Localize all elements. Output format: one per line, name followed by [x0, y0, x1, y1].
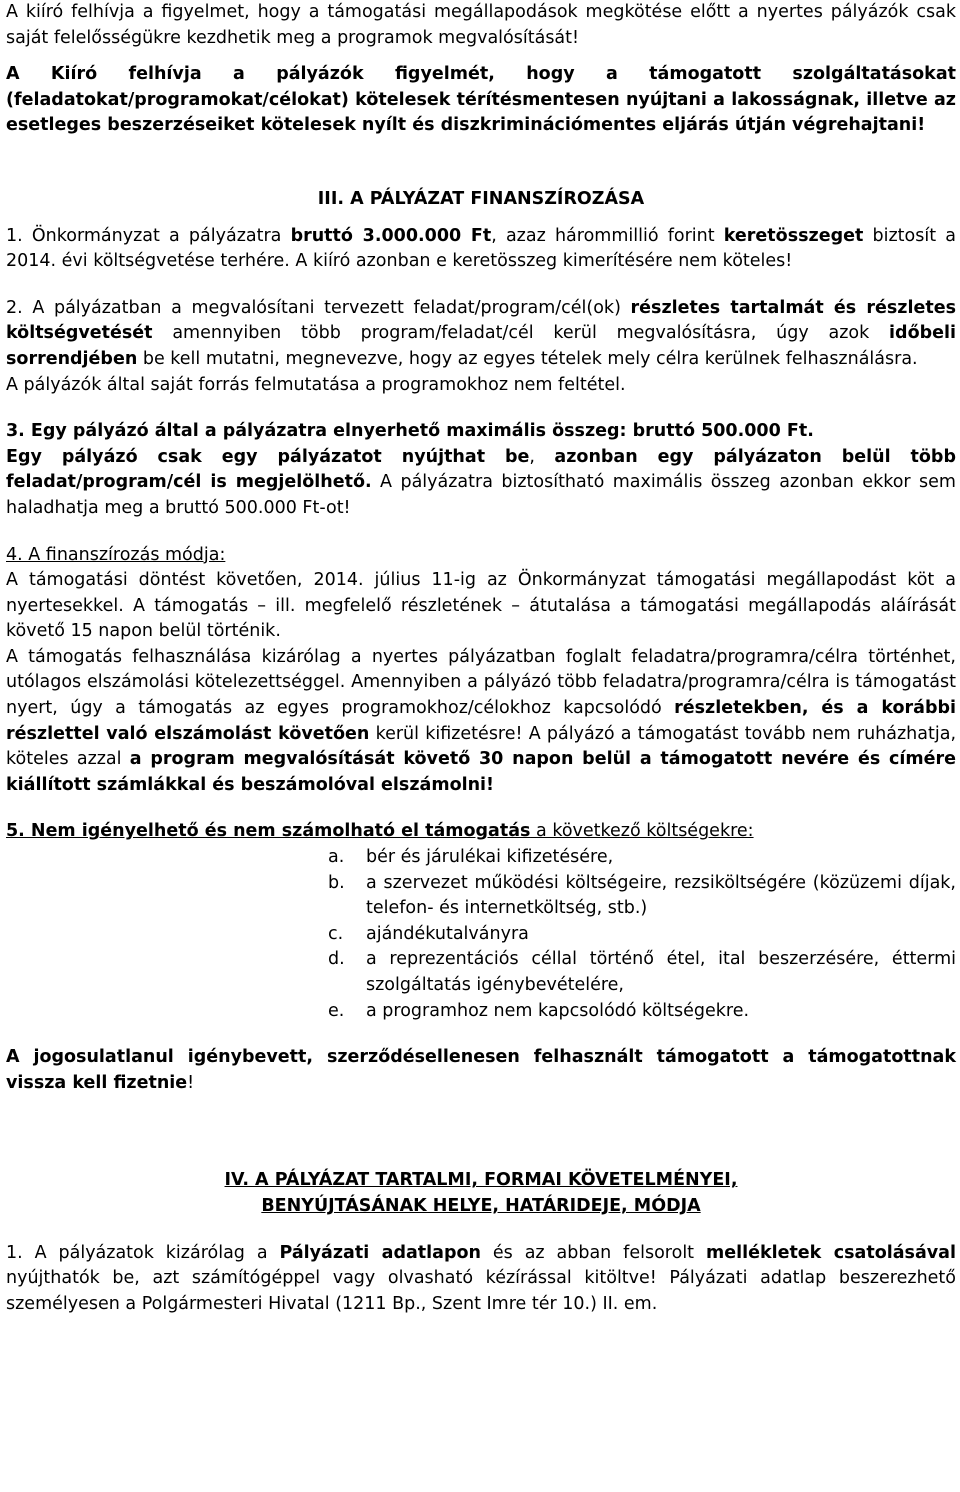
- list-item-text: a szervezet működési költségeire, rezsiköltségére (közüzemi díjak, telefon- és internetköltség, stb.): [366, 872, 956, 919]
- list-marker: d.: [328, 949, 345, 970]
- bold-run: mellékletek csatolásával: [705, 1242, 956, 1263]
- text-run: kerül kifizetésre! A pályázó a támogatást tovább nem ruházhatja, köteles azzal: [6, 723, 957, 770]
- bold-run: keretösszeget: [723, 225, 864, 246]
- text-run: ,: [529, 446, 555, 467]
- text-run: , azaz hárommillió forint: [491, 225, 724, 246]
- text-run: 1. A pályázatok kizárólag a: [6, 1242, 280, 1263]
- list-item: [328, 871, 956, 922]
- financing-method-title: 4. A finanszírozás módja:: [6, 544, 226, 565]
- text-run: nyújthatók be, azt számítógéppel vagy olvasható kézírással kitöltve! Pályázati adatlap beszerezhető személyesen a Polgármesteri Hivatal (1211 Bp., Szent Imre tér 10.) II. em.: [6, 1268, 956, 1314]
- financing-item-3-title: 3. Egy pályázó által a pályázatra elnyerhető maximális összeg: bruttó 500.000 Ft.: [6, 421, 814, 442]
- text-run: 1. Önkormányzat a pályázatra: [6, 225, 291, 246]
- bold-run: bruttó 3.000.000 Ft: [290, 225, 492, 246]
- section-4-title-line-2: BENYÚJTÁSÁNAK HELYE, HATÁRIDEJE, MÓDJA: [261, 1195, 701, 1216]
- list-item: [328, 845, 956, 871]
- financing-item-1: [6, 224, 956, 275]
- financing-item-2: [6, 296, 956, 373]
- list-item-text: bér és járulékai kifizetésére,: [366, 847, 614, 868]
- list-item: [328, 999, 956, 1025]
- list-marker: b.: [328, 872, 345, 893]
- list-item-text: a reprezentációs céllal történő étel, ital beszerzésére, éttermi szolgáltatás igénybevételére,: [366, 949, 956, 995]
- list-item: [328, 922, 956, 948]
- own-resource-note: A pályázók által saját forrás felmutatása a programokhoz nem feltétel.: [6, 374, 626, 395]
- text-run: A pályázatra biztosítható maximális összeg azonban ekkor sem haladhatja meg a bruttó 500.000 Ft-ot!: [6, 472, 956, 518]
- financing-method-paragraph-1: A támogatási döntést követően, 2014. július 11-ig az Önkormányzat támogatási megállapodást köt a nyertesekkel. A támogatás – ill. megfelelő részletének – átutalása a támogatási megállapodás aláírását követő 15 napon belül történik.: [6, 570, 956, 642]
- bold-underlined-run: 5. Nem igényelhető és nem számolható el támogatás: [6, 821, 531, 842]
- bold-run: időbeli sorrendjében: [6, 323, 956, 369]
- underlined-run: a következő költségekre:: [530, 821, 754, 842]
- section-4-title-line-1: IV. A PÁLYÁZAT TARTALMI, FORMAI KÖVETELMÉNYEI,: [224, 1170, 738, 1191]
- bold-run: Egy pályázó csak egy pályázatot nyújthat be: [6, 446, 530, 467]
- bold-run: A jogosulatlanul igénybevett, szerződésellenesen felhasznált támogatott a támogatottnak vissza kell fizetnie: [6, 1047, 956, 1093]
- financing-item-3: [6, 445, 956, 522]
- list-item: [328, 947, 956, 998]
- list-marker: a.: [328, 847, 345, 868]
- document-page: [6, 0, 956, 1317]
- refund-notice: [6, 1045, 956, 1096]
- intro-paragraph: A kiíró felhívja a figyelmet, hogy a támogatási megállapodások megkötése előtt a nyertes pályázók csak saját felelősségükre kezdhetik meg a programok megvalósítását!: [6, 2, 956, 48]
- bold-run: a program megvalósítását követő 30 napon belül a támogatott nevére és címére kiállított számlákkal és beszámolóval elszámolni!: [6, 749, 956, 795]
- list-marker: e.: [328, 1000, 345, 1021]
- section-3-title: III. A PÁLYÁZAT FINANSZÍROZÁSA: [317, 188, 645, 209]
- ineligible-costs-list: [328, 845, 956, 1024]
- text-run: be kell mutatni, megnevezve, hogy az egyes tételek mely célra kerülnek felhasználásra.: [137, 348, 918, 369]
- bold-run: részletes tartalmát és részletes költségvetését: [6, 297, 956, 344]
- submission-item-1: [6, 1241, 956, 1318]
- obligation-paragraph: A Kiíró felhívja a pályázók figyelmét, hogy a támogatott szolgáltatásokat (feladatokat/programokat/célokat) kötelesek térítésmentesen nyújtani a lakosságnak, illetve az esetleges beszerzéseiket kötelesek nyílt és diszkriminációmentes eljárás útján végrehajtani!: [6, 64, 956, 136]
- financing-method-paragraph-2: [6, 645, 956, 799]
- bold-run: azonban egy pályázaton belül több feladat/program/cél is megjelölhető.: [6, 446, 956, 493]
- text-run: és az abban felsorolt: [480, 1242, 706, 1263]
- ineligible-costs-title: [6, 819, 956, 845]
- text-run: A támogatás felhasználása kizárólag a nyertes pályázatban foglalt feladatra/programra/célra történhet, utólagos elszámolási kötelezettséggel. Amennyiben a pályázó több feladatra/programra/célra is támogatást nyert, úgy a támogatás az egyes programokhoz/célokhoz kapcsolódó: [6, 646, 956, 719]
- bold-run: Pályázati adatlapon: [279, 1242, 481, 1263]
- list-item-text: ajándékutalványra: [366, 923, 529, 944]
- text-run: biztosít a 2014. évi költségvetése terhére. A kiíró azonban e keretösszeg kimerítésére nem köteles!: [6, 225, 956, 272]
- list-marker: c.: [328, 923, 344, 944]
- text-run: !: [187, 1072, 195, 1093]
- text-run: amennyiben több program/feladat/cél kerül megvalósításra, úgy azok: [152, 323, 890, 344]
- list-item-text: a programhoz nem kapcsolódó költségekre.: [366, 1000, 750, 1021]
- text-run: 2. A pályázatban a megvalósítani tervezett feladat/program/cél(ok): [6, 297, 631, 318]
- bold-run: részletekben, és a korábbi részlettel való elszámolást követően: [6, 698, 957, 744]
